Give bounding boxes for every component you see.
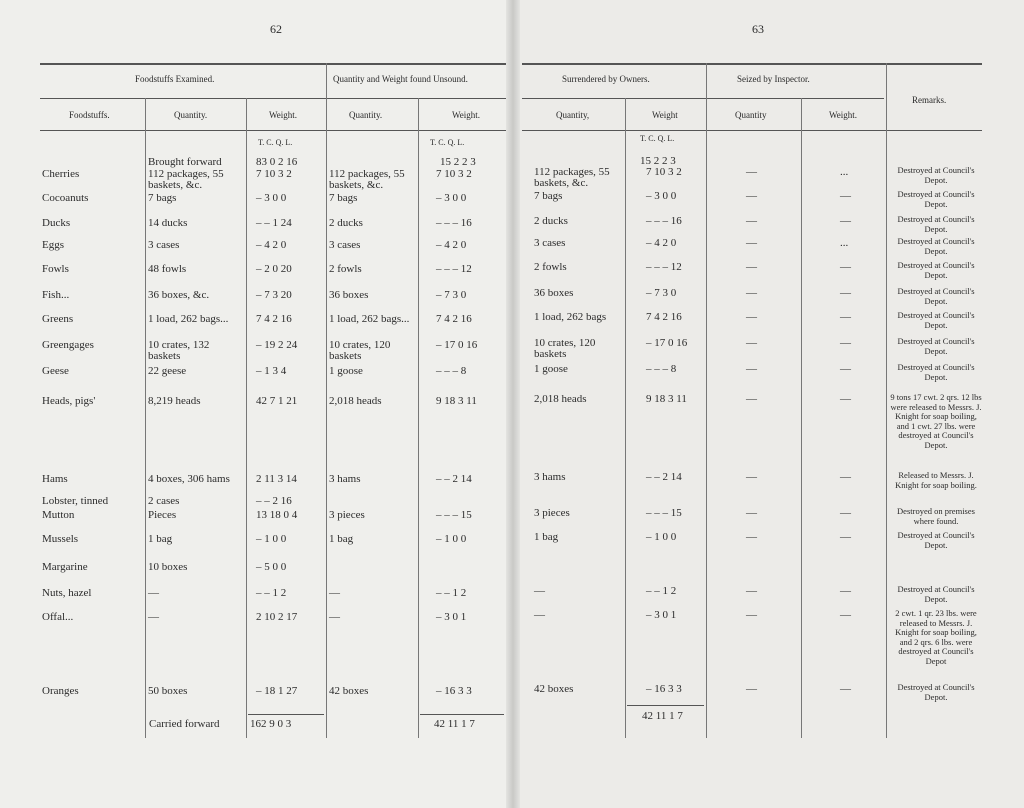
row-examined-quantity: 8,219 heads [148,395,201,407]
row-unsound-weight: – 3 0 1 [436,611,467,623]
row-examined-weight: 7 10 3 2 [256,168,292,180]
row-foodstuff: Greengages [42,339,94,351]
row-seized-weight: — [840,507,851,519]
weight-units: T. C. Q. L. [430,138,465,147]
row-surrendered-weight: 9 18 3 11 [646,393,687,405]
row-surrendered-quantity: 2,018 heads [534,393,587,405]
brought-forward-weight: 83 0 2 16 [256,156,298,168]
row-unsound-weight: – – 2 14 [436,473,472,485]
row-foodstuff: Cocoanuts [42,192,89,204]
row-surrendered-quantity: 10 crates, 120 baskets [534,337,596,360]
row-foodstuff: Cherries [42,168,80,180]
header-foodstuffs-examined: Foodstuffs Examined. [135,74,215,84]
page-number-right: 63 [752,22,764,36]
row-examined-weight: 2 11 3 14 [256,473,297,485]
row-foodstuff: Eggs [42,239,64,251]
row-seized-quantity: — [746,215,757,227]
row-seized-quantity: — [746,363,757,375]
row-unsound-quantity: 2,018 heads [329,395,382,407]
row-unsound-quantity: 7 bags [329,192,358,204]
row-seized-quantity: — [746,609,757,621]
row-surrendered-weight: – – 2 14 [646,471,682,483]
row-examined-quantity: 7 bags [148,192,177,204]
row-foodstuff: Hams [42,473,68,485]
row-examined-quantity: — [148,587,159,599]
row-remarks: Destroyed at Council's Depot. [897,362,975,382]
page-number-left: 62 [270,22,282,36]
row-surrendered-weight: – 3 0 1 [646,609,677,621]
row-unsound-weight: 7 4 2 16 [436,313,472,325]
row-examined-quantity: 1 bag [148,533,173,545]
row-examined-weight: – 1 3 4 [256,365,287,377]
row-examined-quantity: 36 boxes, &c. [148,289,210,301]
col-header-weight: Weight. [829,110,858,120]
row-remarks: Destroyed at Council's Depot. [897,214,975,234]
row-examined-quantity: 2 cases [148,495,180,507]
row-unsound-weight: – – – 15 [436,509,472,521]
row-examined-weight: – 19 2 24 [256,339,298,351]
carried-forward-weight: 42 11 1 7 [434,718,475,730]
row-seized-quantity: — [746,507,757,519]
col-header-quantity: Quantity. [349,110,383,120]
book-gutter [506,0,520,808]
row-foodstuff: Mussels [42,533,79,545]
weight-units: T. C. Q. L. [258,138,293,147]
col-header-weight: Weight. [452,110,481,120]
row-foodstuff: Greens [42,313,74,325]
header-rule-right [522,98,884,99]
row-remarks: 2 cwt. 1 qr. 23 lbs. were released to Messrs. J. Knight for soap boiling, and 2 qrs. 6 lbs. were destroyed at Council's Depot [895,608,977,666]
row-seized-weight: ... [840,237,849,249]
row-unsound-quantity: 10 crates, 120 baskets [329,339,391,362]
row-seized-quantity: — [746,531,757,543]
top-rule-right [522,63,982,65]
row-examined-quantity: — [148,611,159,623]
row-remarks: Destroyed at Council's Depot. [897,584,975,604]
row-seized-quantity: — [746,166,757,178]
row-foodstuff: Nuts, hazel [42,587,92,599]
row-unsound-quantity: — [329,587,340,599]
row-remarks: Destroyed at Council's Depot. [897,189,975,209]
row-unsound-quantity: 1 bag [329,533,354,545]
row-remarks: 9 tons 17 cwt. 2 qrs. 12 lbs were released to Messrs. J. Knight for soap boiling, and 1 cwt. 27 lbs. were destroyed at Council's Depot. [890,392,982,450]
row-seized-weight: — [840,585,851,597]
brought-forward-weight: 15 2 2 3 [440,156,476,168]
carried-forward-weight: 42 11 1 7 [642,710,683,722]
row-unsound-weight: – – – 8 [436,365,467,377]
row-examined-weight: 42 7 1 21 [256,395,298,407]
row-examined-weight: 7 4 2 16 [256,313,292,325]
col-divider [246,98,247,738]
row-surrendered-quantity: 36 boxes [534,287,574,299]
row-unsound-weight: – 4 2 0 [436,239,467,251]
row-seized-weight: — [840,190,851,202]
row-seized-quantity: — [746,287,757,299]
row-surrendered-weight: – 1 0 0 [646,531,677,543]
row-unsound-weight: – 1 0 0 [436,533,467,545]
header-seized: Seized by Inspector. [737,74,810,84]
brought-forward-weight: 15 2 2 3 [640,155,676,167]
row-surrendered-quantity: — [534,609,545,621]
header-rule-left [40,98,506,99]
row-seized-quantity: — [746,471,757,483]
header-found-unsound: Quantity and Weight found Unsound. [333,74,468,84]
row-examined-quantity: 14 ducks [148,217,188,229]
col-divider [326,63,327,738]
row-remarks: Destroyed at Council's Depot. [897,165,975,185]
row-examined-weight: – – 2 16 [256,495,292,507]
row-examined-weight: 2 10 2 17 [256,611,298,623]
row-surrendered-weight: – 7 3 0 [646,287,677,299]
carried-forward-weight: 162 9 0 3 [250,718,292,730]
col-header-foodstuffs: Foodstuffs. [69,110,110,120]
col-header-weight: Weight [652,110,678,120]
row-surrendered-quantity: 3 cases [534,237,566,249]
row-remarks: Destroyed at Council's Depot. [897,530,975,550]
row-surrendered-weight: 7 10 3 2 [646,166,682,178]
row-foodstuff: Geese [42,365,69,377]
row-seized-weight: — [840,337,851,349]
row-seized-weight: — [840,609,851,621]
row-examined-quantity: 10 boxes [148,561,188,573]
col-header-quantity: Quantity. [174,110,208,120]
row-unsound-quantity: 2 fowls [329,263,362,275]
row-surrendered-quantity: 2 ducks [534,215,568,227]
row-examined-weight: – 7 3 20 [256,289,292,301]
col-divider [801,98,802,738]
row-foodstuff: Ducks [42,217,71,229]
row-unsound-weight: – 16 3 3 [436,685,472,697]
sum-rule [248,714,324,715]
row-surrendered-weight: 7 4 2 16 [646,311,682,323]
row-remarks: Released to Messrs. J. Knight for soap boiling. [895,470,977,490]
row-foodstuff: Margarine [42,561,88,573]
row-surrendered-quantity: 1 goose [534,363,568,375]
row-unsound-weight: 9 18 3 11 [436,395,477,407]
row-examined-quantity: 48 fowls [148,263,187,275]
row-foodstuff: Lobster, tinned [42,495,109,507]
row-seized-quantity: — [746,237,757,249]
row-examined-weight: – 18 1 27 [256,685,298,697]
row-seized-quantity: — [746,311,757,323]
row-surrendered-weight: – – – 8 [646,363,677,375]
row-remarks: Destroyed at Council's Depot. [897,336,975,356]
row-seized-quantity: — [746,337,757,349]
carried-forward-label: Carried forward [149,718,220,730]
row-examined-weight: – 5 0 0 [256,561,287,573]
row-surrendered-quantity: 2 fowls [534,261,567,273]
row-unsound-weight: – 7 3 0 [436,289,467,301]
row-examined-weight: – – 1 2 [256,587,287,599]
header-surrendered: Surrendered by Owners. [562,74,650,84]
row-surrendered-quantity: 1 bag [534,531,559,543]
row-unsound-weight: 7 10 3 2 [436,168,472,180]
row-unsound-quantity: 36 boxes [329,289,369,301]
row-examined-weight: – – 1 24 [256,217,292,229]
row-seized-quantity: — [746,261,757,273]
row-surrendered-weight: – 16 3 3 [646,683,682,695]
row-unsound-weight: – – 1 2 [436,587,467,599]
row-surrendered-quantity: 42 boxes [534,683,574,695]
row-foodstuff: Oranges [42,685,79,697]
row-unsound-weight: – – – 12 [436,263,472,275]
row-examined-weight: – 2 0 20 [256,263,292,275]
row-unsound-weight: – 3 0 0 [436,192,467,204]
row-seized-quantity: — [746,683,757,695]
row-surrendered-weight: – – – 16 [646,215,682,227]
row-seized-weight: — [840,287,851,299]
row-examined-quantity: 1 load, 262 bags... [148,313,229,325]
row-seized-weight: — [840,311,851,323]
row-seized-weight: — [840,261,851,273]
row-examined-weight: 13 18 0 4 [256,509,298,521]
weight-units: T. C. Q. L. [640,134,675,143]
col-header-weight: Weight. [269,110,298,120]
row-surrendered-quantity: 3 pieces [534,507,570,519]
row-examined-weight: – 1 0 0 [256,533,287,545]
col-header-quantity: Quantity, [556,110,590,120]
row-seized-weight: — [840,215,851,227]
row-remarks: Destroyed at Council's Depot. [897,682,975,702]
row-surrendered-weight: – 4 2 0 [646,237,677,249]
row-remarks: Destroyed at Council's Depot. [897,286,975,306]
row-remarks: Destroyed at Council's Depot. [897,236,975,256]
row-unsound-weight: – – – 16 [436,217,472,229]
row-seized-quantity: — [746,585,757,597]
row-foodstuff: Mutton [42,509,75,521]
row-unsound-quantity: 1 goose [329,365,363,377]
row-unsound-quantity: — [329,611,340,623]
row-foodstuff: Offal... [42,611,74,623]
row-examined-quantity: 22 geese [148,365,187,377]
subheader-rule-left [40,130,506,131]
row-seized-weight: — [840,393,851,405]
row-seized-quantity: — [746,393,757,405]
row-examined-quantity: 3 cases [148,239,180,251]
col-header-quantity: Quantity [735,110,767,120]
row-seized-quantity: — [746,190,757,202]
row-examined-quantity: 50 boxes [148,685,188,697]
row-remarks: Destroyed on premises where found. [897,506,975,526]
row-foodstuff: Fowls [42,263,69,275]
row-examined-quantity: Pieces [148,509,177,521]
row-examined-weight: – 3 0 0 [256,192,287,204]
row-remarks: Destroyed at Council's Depot. [897,260,975,280]
row-surrendered-weight: – 17 0 16 [646,337,688,349]
row-surrendered-weight: – 3 0 0 [646,190,677,202]
row-examined-quantity: 4 boxes, 306 hams [148,473,230,485]
row-examined-quantity: 112 packages, 55 baskets, &c. [148,168,224,191]
subheader-rule-right [522,130,982,131]
row-surrendered-weight: – – – 15 [646,507,682,519]
row-seized-weight: — [840,683,851,695]
col-divider [145,98,146,738]
row-examined-quantity: 10 crates, 132 baskets [148,339,210,362]
row-unsound-weight: – 17 0 16 [436,339,478,351]
brought-forward-label: Brought forward [148,156,222,168]
top-rule-left [40,63,506,65]
row-surrendered-quantity: 1 load, 262 bags [534,311,607,323]
row-seized-weight: — [840,363,851,375]
col-divider [418,98,419,738]
col-divider [706,63,707,738]
row-surrendered-quantity: 112 packages, 55 baskets, &c. [534,166,610,189]
col-divider [625,98,626,738]
row-unsound-quantity: 3 hams [329,473,361,485]
header-remarks: Remarks. [912,95,947,105]
row-surrendered-quantity: — [534,585,545,597]
sum-rule [420,714,504,715]
row-remarks: Destroyed at Council's Depot. [897,310,975,330]
row-seized-weight: ... [840,166,849,178]
row-surrendered-weight: – – – 12 [646,261,682,273]
row-foodstuff: Fish... [42,289,70,301]
row-unsound-quantity: 112 packages, 55 baskets, &c. [329,168,405,191]
row-surrendered-weight: – – 1 2 [646,585,677,597]
col-divider [886,63,887,738]
row-examined-weight: – 4 2 0 [256,239,287,251]
row-unsound-quantity: 2 ducks [329,217,363,229]
row-seized-weight: — [840,471,851,483]
row-surrendered-quantity: 3 hams [534,471,566,483]
row-foodstuff: Heads, pigs' [42,395,96,407]
sum-rule [627,705,704,706]
row-surrendered-quantity: 7 bags [534,190,563,202]
row-unsound-quantity: 3 pieces [329,509,365,521]
row-unsound-quantity: 42 boxes [329,685,369,697]
row-seized-weight: — [840,531,851,543]
row-unsound-quantity: 3 cases [329,239,361,251]
row-unsound-quantity: 1 load, 262 bags... [329,313,410,325]
